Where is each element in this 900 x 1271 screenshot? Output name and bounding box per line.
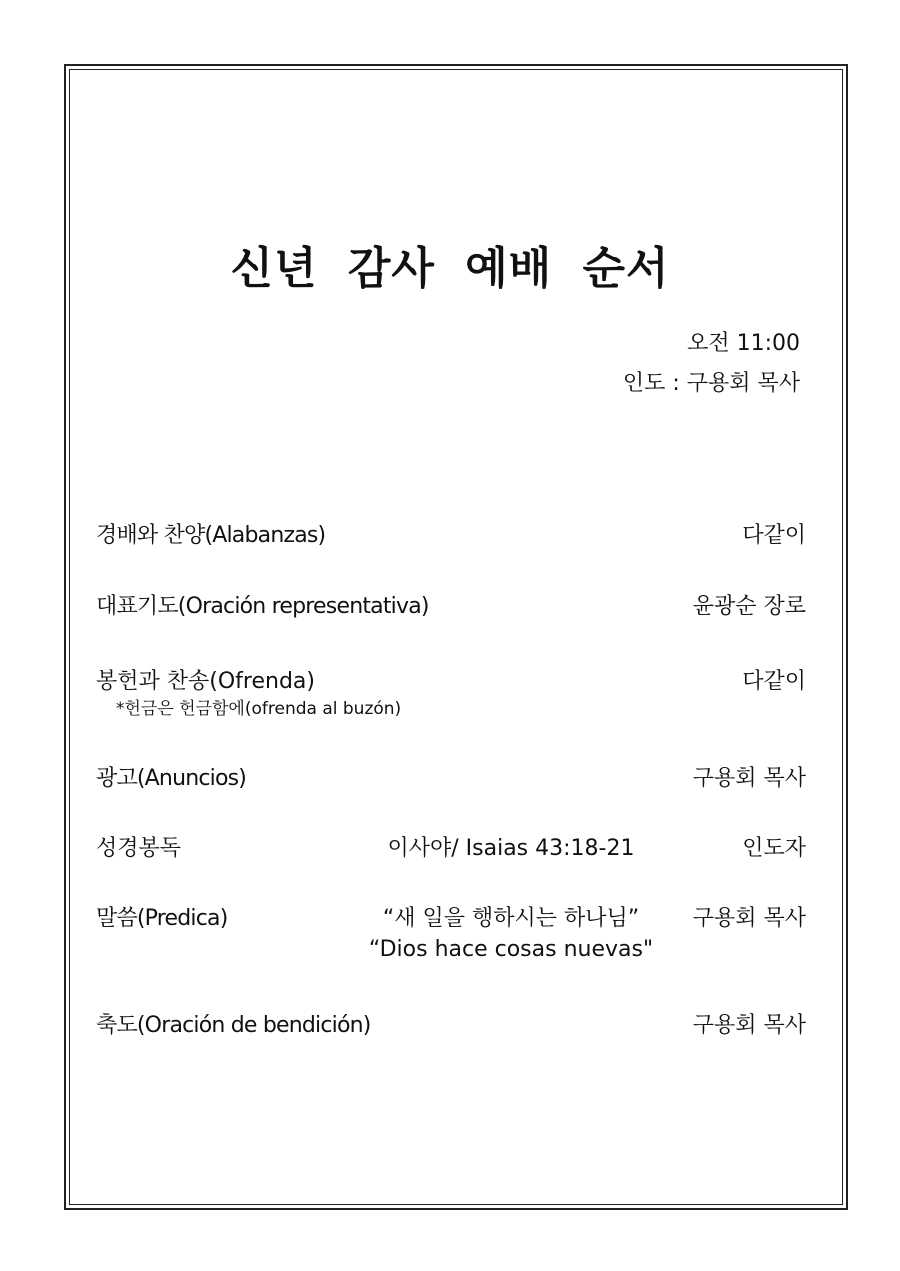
order-item-benediction (96, 1008, 806, 1048)
order-item-label: 봉헌과 찬송(Ofrenda) (96, 669, 315, 694)
order-item-person: 구용회 목사 (692, 766, 806, 791)
order-item-label: 축도(Oración de bendición) (96, 1013, 371, 1038)
order-item-sermon (96, 901, 806, 981)
order-item-person: 다같이 (742, 669, 806, 694)
order-item-person: 구용회 목사 (692, 1013, 806, 1038)
order-item-person: 다같이 (742, 523, 806, 548)
order-item-prayer (96, 589, 806, 629)
order-item-label: 경배와 찬양(Alabanzas) (96, 523, 326, 548)
order-item-label: 광고(Anuncios) (96, 766, 247, 791)
order-item-person: 인도자 (742, 836, 806, 861)
order-item-person: 윤광순 장로 (692, 594, 806, 619)
scripture-reference: 이사야/ Isaias 43:18-21 (387, 836, 635, 861)
sermon-title-spanish: “Dios hace cosas nuevas" (368, 937, 654, 962)
service-time: 오전 11:00 (687, 331, 800, 356)
order-item-person: 구용회 목사 (692, 906, 806, 931)
order-item-label: 성경봉독 (96, 836, 182, 861)
order-item-note: *헌금은 헌금함에(ofrenda al buzón) (116, 699, 402, 719)
service-leader: 인도 : 구용회 목사 (622, 371, 800, 396)
page-title: 신년 감사 예배 순서 (230, 243, 670, 294)
order-item-scripture (96, 831, 806, 871)
sermon-title-korean: “새 일을 행하시는 하나님” (382, 906, 640, 931)
order-item-announcements (96, 761, 806, 801)
order-item-label: 말씀(Predica) (96, 906, 228, 931)
order-item-label: 대표기도(Oración representativa) (96, 594, 429, 619)
order-item-offering (96, 664, 806, 724)
order-item-praise (96, 518, 806, 558)
